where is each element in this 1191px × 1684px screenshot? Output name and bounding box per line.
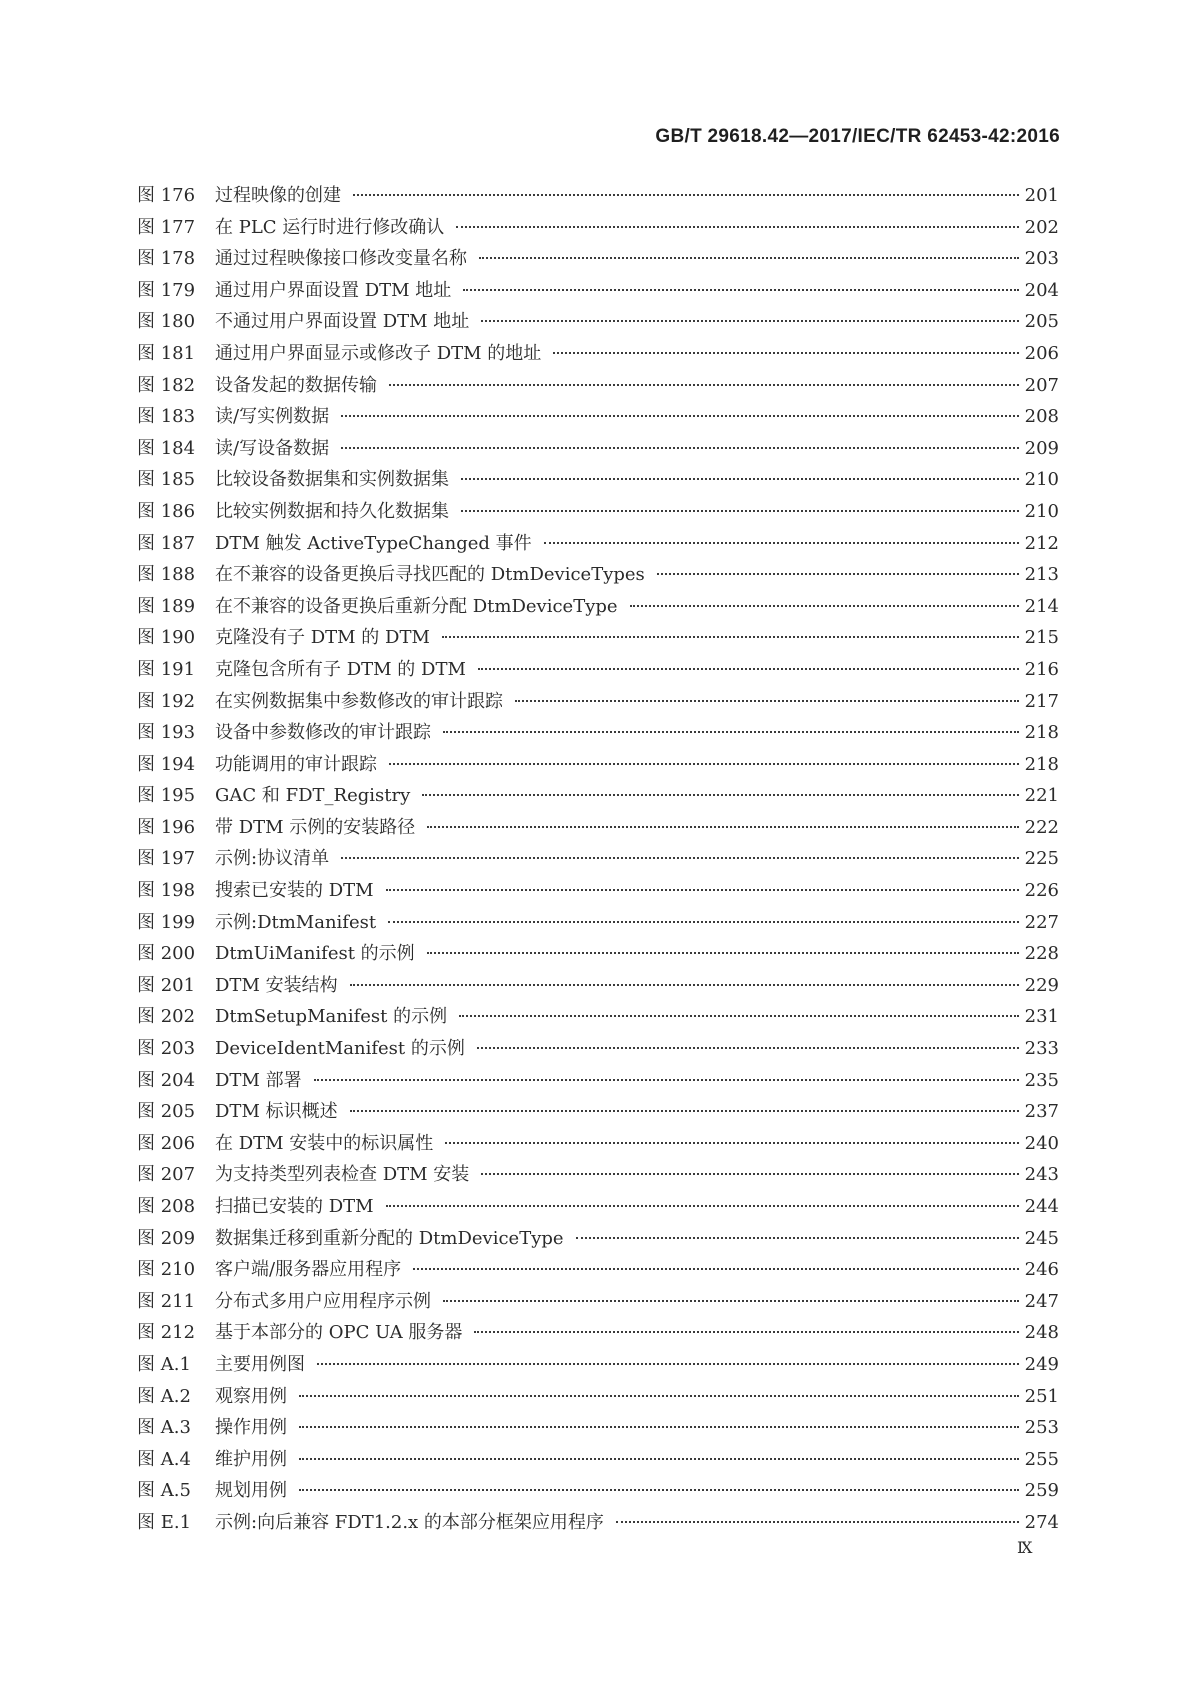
figure-number: 图 191 xyxy=(137,658,196,680)
dot-leader xyxy=(341,857,1019,859)
toc-entry[interactable] xyxy=(137,938,1059,970)
figure-title: 比较设备数据集和实例数据集 xyxy=(215,469,449,491)
toc-entry[interactable] xyxy=(137,1444,1059,1476)
dot-leader xyxy=(353,194,1019,196)
toc-entry[interactable] xyxy=(137,1096,1059,1128)
page-number: 249 xyxy=(1024,1353,1059,1375)
dot-leader xyxy=(461,510,1019,512)
dot-leader xyxy=(389,763,1019,765)
figure-number: 图 189 xyxy=(137,595,196,617)
toc-entry[interactable] xyxy=(137,243,1059,275)
figure-title: DTM 安装结构 xyxy=(215,974,338,996)
dot-leader xyxy=(445,1142,1018,1144)
dot-leader xyxy=(386,889,1019,891)
page-number: 226 xyxy=(1024,880,1059,902)
dot-leader xyxy=(443,1300,1019,1302)
page-number: 246 xyxy=(1024,1259,1059,1281)
figure-number: 图 178 xyxy=(137,248,196,270)
toc-entry[interactable] xyxy=(137,686,1059,718)
figure-number: 图 196 xyxy=(137,816,196,838)
toc-entry[interactable] xyxy=(137,306,1059,338)
page-number: 202 xyxy=(1024,216,1059,238)
figure-title: DTM 标识概述 xyxy=(215,1101,338,1123)
dot-leader xyxy=(427,826,1018,828)
page-number: 255 xyxy=(1024,1448,1059,1470)
dot-leader xyxy=(422,794,1018,796)
toc-entry[interactable] xyxy=(137,1065,1059,1097)
toc-entry[interactable] xyxy=(137,1349,1059,1381)
figure-number: 图 199 xyxy=(137,911,196,933)
page-number: 212 xyxy=(1024,532,1059,554)
dot-leader xyxy=(544,542,1019,544)
figure-title: 扫描已安装的 DTM xyxy=(215,1196,374,1217)
figure-number: 图 202 xyxy=(137,1006,196,1028)
page-number: 235 xyxy=(1024,1069,1059,1091)
figure-title: 功能调用的审计跟踪 xyxy=(215,753,377,775)
figure-title: 在不兼容的设备更换后寻找匹配的 DtmDeviceTypes xyxy=(215,564,645,586)
toc-entry[interactable] xyxy=(137,1317,1059,1349)
figure-title: 在不兼容的设备更换后重新分配 DtmDeviceType xyxy=(215,595,618,617)
figure-title: DTM 触发 ActiveTypeChanged 事件 xyxy=(215,532,532,554)
dot-leader xyxy=(341,447,1019,449)
page-number: 231 xyxy=(1024,1006,1059,1028)
dot-leader xyxy=(553,352,1018,354)
dot-leader xyxy=(299,1489,1019,1491)
figure-title: 客户端/服务器应用程序 xyxy=(215,1259,402,1281)
figure-title: DtmUiManifest 的示例 xyxy=(215,943,415,965)
page-number: 203 xyxy=(1024,248,1059,270)
figure-title: 克隆包含所有子 DTM 的 DTM xyxy=(215,658,466,680)
figure-number: 图 E.1 xyxy=(137,1511,192,1533)
page-number: 210 xyxy=(1024,500,1059,522)
figure-title: DtmSetupManifest 的示例 xyxy=(215,1006,448,1028)
toc-entry[interactable] xyxy=(137,1159,1059,1191)
toc-entry[interactable] xyxy=(137,401,1059,433)
figure-title: 通过过程映像接口修改变量名称 xyxy=(215,248,467,270)
toc-entry[interactable] xyxy=(137,654,1059,686)
page-number: 204 xyxy=(1024,279,1059,301)
figure-title: 数据集迁移到重新分配的 DtmDeviceType xyxy=(215,1227,564,1249)
toc-entry[interactable] xyxy=(137,812,1059,844)
figure-title: 带 DTM 示例的安装路径 xyxy=(215,816,416,838)
figure-number: 图 201 xyxy=(137,974,196,996)
dot-leader xyxy=(459,1015,1019,1017)
page-number: 206 xyxy=(1024,342,1059,364)
dot-leader xyxy=(299,1395,1019,1397)
figure-number: 图 212 xyxy=(137,1322,196,1344)
page-number: 216 xyxy=(1024,658,1059,680)
dot-leader xyxy=(350,1110,1019,1112)
figure-title: 规划用例 xyxy=(215,1480,287,1502)
figure-number: 图 181 xyxy=(137,342,196,364)
toc-entry[interactable] xyxy=(137,433,1059,465)
dot-leader xyxy=(314,1079,1019,1081)
dot-leader xyxy=(478,668,1019,670)
page-number: 217 xyxy=(1024,690,1059,712)
page-number: 248 xyxy=(1024,1322,1059,1344)
dot-leader xyxy=(515,700,1019,702)
figure-number: 图 186 xyxy=(137,500,196,522)
dot-leader xyxy=(443,731,1019,733)
page-number: 218 xyxy=(1024,753,1059,775)
figure-title: 不通过用户界面设置 DTM 地址 xyxy=(215,311,470,333)
figure-number: 图 185 xyxy=(137,469,196,491)
toc-entry[interactable] xyxy=(137,622,1059,654)
page-number: 208 xyxy=(1024,406,1059,428)
figure-number: 图 200 xyxy=(137,943,196,965)
figure-number: 图 211 xyxy=(137,1290,196,1312)
dot-leader xyxy=(350,984,1019,986)
figure-title: 通过用户界面设置 DTM 地址 xyxy=(215,279,452,301)
figure-title: 示例:向后兼容 FDT1.2.x 的本部分框架应用程序 xyxy=(215,1511,604,1533)
toc-entry[interactable] xyxy=(137,1001,1059,1033)
page-number: 225 xyxy=(1024,848,1059,870)
toc-entry[interactable] xyxy=(137,370,1059,402)
dot-leader xyxy=(477,1047,1019,1049)
figure-title: 过程映像的创建 xyxy=(215,185,341,206)
dot-leader xyxy=(413,1268,1019,1270)
figure-title: 读/写实例数据 xyxy=(215,406,330,428)
figure-title: 示例:DtmManifest xyxy=(215,911,377,933)
page-number: 274 xyxy=(1024,1511,1059,1533)
toc-entry[interactable] xyxy=(137,528,1059,560)
figure-title: GAC 和 FDT_Registry xyxy=(215,785,411,807)
figure-title: 在 DTM 安装中的标识属性 xyxy=(215,1132,434,1154)
page-number: 237 xyxy=(1024,1101,1059,1123)
dot-leader xyxy=(299,1426,1019,1428)
page-number-footer: Ⅸ xyxy=(1017,1538,1033,1557)
figure-title: 操作用例 xyxy=(215,1417,287,1439)
toc-entry[interactable] xyxy=(137,1128,1059,1160)
dot-leader xyxy=(461,478,1019,480)
dot-leader xyxy=(657,573,1019,575)
figure-number: 图 210 xyxy=(137,1259,196,1281)
dot-leader xyxy=(616,1521,1019,1523)
page-number: 251 xyxy=(1024,1385,1059,1407)
figure-number: 图 179 xyxy=(137,279,196,301)
figure-title: 在实例数据集中参数修改的审计跟踪 xyxy=(215,690,503,712)
dot-leader xyxy=(576,1237,1019,1239)
toc-entry[interactable] xyxy=(137,1223,1059,1255)
toc-entry[interactable] xyxy=(137,843,1059,875)
dot-leader xyxy=(479,257,1019,259)
page-number: 253 xyxy=(1024,1417,1059,1439)
figure-number: 图 180 xyxy=(137,311,196,333)
toc-entry[interactable] xyxy=(137,1507,1059,1539)
toc-entry[interactable] xyxy=(137,275,1059,307)
toc-entry[interactable] xyxy=(137,464,1059,496)
dot-leader xyxy=(630,605,1019,607)
page-number: 247 xyxy=(1024,1290,1059,1312)
figure-title: 分布式多用户应用程序示例 xyxy=(215,1290,431,1312)
figure-number: 图 A.5 xyxy=(137,1480,191,1502)
dot-leader xyxy=(299,1458,1019,1460)
figure-number: 图 176 xyxy=(137,185,196,206)
page-number: 201 xyxy=(1024,185,1059,206)
toc-entry[interactable] xyxy=(137,212,1059,244)
figure-number: 图 182 xyxy=(137,374,196,396)
toc-entry[interactable] xyxy=(137,1254,1059,1286)
figure-number: 图 208 xyxy=(137,1196,196,1217)
toc-entry[interactable] xyxy=(137,559,1059,591)
figure-number: 图 209 xyxy=(137,1227,196,1249)
figure-number: 图 177 xyxy=(137,216,196,238)
page-number: 215 xyxy=(1024,627,1059,649)
figure-title: DTM 部署 xyxy=(215,1069,302,1091)
toc-entry[interactable] xyxy=(137,496,1059,528)
document-standard-header: GB/T 29618.42—2017/IEC/TR 62453-42:2016 xyxy=(655,126,1060,147)
toc-entry[interactable] xyxy=(137,1475,1059,1507)
dot-leader xyxy=(341,415,1019,417)
figure-number: 图 188 xyxy=(137,564,196,586)
page-number: 218 xyxy=(1024,722,1059,744)
toc-entry[interactable] xyxy=(137,1381,1059,1413)
figure-title: 维护用例 xyxy=(215,1448,287,1470)
figure-list xyxy=(137,180,1059,1539)
page-number: 244 xyxy=(1024,1196,1059,1217)
figure-title: 观察用例 xyxy=(215,1385,287,1407)
page-number: 214 xyxy=(1024,595,1059,617)
page-number: 221 xyxy=(1024,785,1059,807)
dot-leader xyxy=(388,921,1019,923)
page-number: 210 xyxy=(1024,469,1059,491)
figure-title: 比较实例数据和持久化数据集 xyxy=(215,500,449,522)
figure-number: 图 197 xyxy=(137,848,196,870)
page-number: 259 xyxy=(1024,1480,1059,1502)
page-number: 233 xyxy=(1024,1038,1059,1060)
page-number: 243 xyxy=(1024,1164,1059,1186)
figure-number: 图 A.4 xyxy=(137,1448,191,1470)
dot-leader xyxy=(389,384,1019,386)
toc-entry[interactable] xyxy=(137,1286,1059,1318)
toc-entry[interactable] xyxy=(137,338,1059,370)
figure-title: 通过用户界面显示或修改子 DTM 的地址 xyxy=(215,342,542,364)
dot-leader xyxy=(386,1205,1019,1207)
figure-number: 图 183 xyxy=(137,406,196,428)
toc-entry[interactable] xyxy=(137,749,1059,781)
dot-leader xyxy=(456,226,1018,228)
figure-title: DeviceIdentManifest 的示例 xyxy=(215,1038,465,1060)
toc-entry[interactable] xyxy=(137,970,1059,1002)
page-number: 245 xyxy=(1024,1227,1059,1249)
toc-entry[interactable] xyxy=(137,1191,1059,1223)
page-number: 229 xyxy=(1024,974,1059,996)
figure-title: 基于本部分的 OPC UA 服务器 xyxy=(215,1322,463,1344)
figure-number: 图 190 xyxy=(137,627,196,649)
toc-entry[interactable] xyxy=(137,1412,1059,1444)
figure-title: 读/写设备数据 xyxy=(215,437,330,459)
figure-number: 图 194 xyxy=(137,753,196,775)
figure-number: 图 204 xyxy=(137,1069,196,1091)
figure-number: 图 203 xyxy=(137,1038,196,1060)
toc-entry[interactable] xyxy=(137,591,1059,623)
page-number: 209 xyxy=(1024,437,1059,459)
figure-title: 克隆没有子 DTM 的 DTM xyxy=(215,627,430,649)
page-number: 240 xyxy=(1024,1132,1059,1154)
figure-title: 示例:协议清单 xyxy=(215,848,330,870)
figure-number: 图 187 xyxy=(137,532,196,554)
figure-title: 在 PLC 运行时进行修改确认 xyxy=(215,216,445,238)
figure-number: 图 195 xyxy=(137,785,196,807)
figure-number: 图 A.3 xyxy=(137,1417,191,1439)
page-number: 222 xyxy=(1024,816,1059,838)
figure-number: 图 A.2 xyxy=(137,1385,191,1407)
figure-number: 图 206 xyxy=(137,1132,196,1154)
toc-entry[interactable] xyxy=(137,875,1059,907)
figure-title: 搜索已安装的 DTM xyxy=(215,880,374,902)
figure-number: 图 198 xyxy=(137,880,196,902)
toc-entry[interactable] xyxy=(137,180,1059,212)
dot-leader xyxy=(474,1331,1018,1333)
toc-entry[interactable] xyxy=(137,717,1059,749)
page-number: 227 xyxy=(1024,911,1059,933)
figure-title: 为支持类型列表检查 DTM 安装 xyxy=(215,1164,470,1186)
dot-leader xyxy=(442,636,1019,638)
page-number: 205 xyxy=(1024,311,1059,333)
toc-entry[interactable] xyxy=(137,780,1059,812)
dot-leader xyxy=(481,1173,1018,1175)
page-number: 207 xyxy=(1024,374,1059,396)
figure-number: 图 207 xyxy=(137,1164,196,1186)
dot-leader xyxy=(463,289,1018,291)
toc-entry[interactable] xyxy=(137,1033,1059,1065)
page-number: 228 xyxy=(1024,943,1059,965)
toc-entry[interactable] xyxy=(137,907,1059,939)
figure-number: 图 A.1 xyxy=(137,1353,191,1375)
figure-number: 图 205 xyxy=(137,1101,196,1123)
page-number: 213 xyxy=(1024,564,1059,586)
dot-leader xyxy=(427,952,1019,954)
figure-title: 设备中参数修改的审计跟踪 xyxy=(215,722,431,744)
figure-number: 图 184 xyxy=(137,437,196,459)
dot-leader xyxy=(481,320,1018,322)
figure-number: 图 193 xyxy=(137,722,196,744)
figure-title: 主要用例图 xyxy=(215,1353,305,1375)
figure-title: 设备发起的数据传输 xyxy=(215,374,377,396)
figure-number: 图 192 xyxy=(137,690,196,712)
dot-leader xyxy=(317,1363,1019,1365)
